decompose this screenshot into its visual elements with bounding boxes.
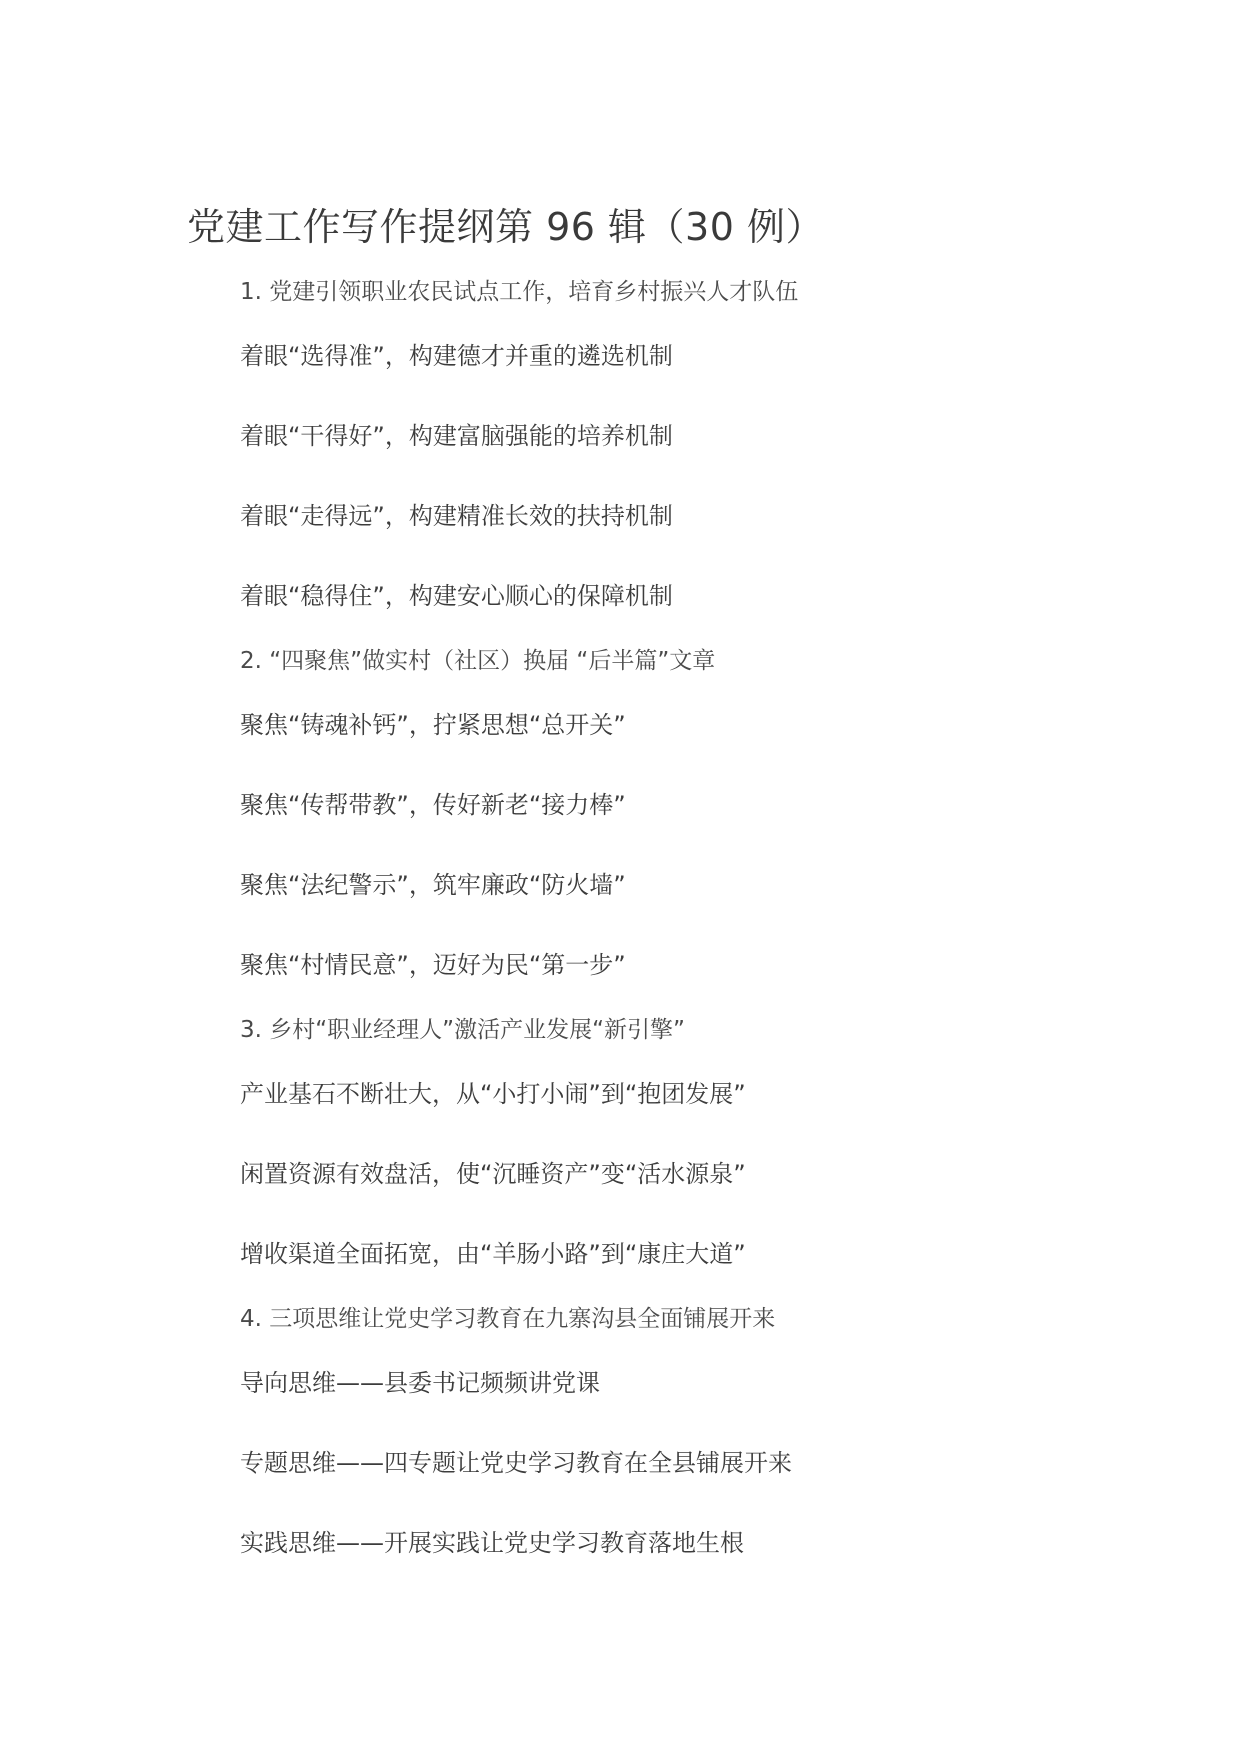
section-4-item-2: 专题思维——四专题让党史学习教育在全县铺展开来	[240, 1449, 792, 1477]
section-1-item-3: 着眼“走得远”，构建精准长效的扶持机制	[240, 502, 673, 530]
section-4-item-3: 实践思维——开展实践让党史学习教育落地生根	[240, 1529, 744, 1557]
section-heading-1: 1. 党建引领职业农民试点工作，培育乡村振兴人才队伍	[240, 279, 799, 305]
section-2-item-4: 聚焦“村情民意”，迈好为民“第一步”	[240, 951, 626, 979]
section-1-item-2: 着眼“干得好”，构建富脑强能的培养机制	[240, 422, 673, 450]
section-3-item-2: 闲置资源有效盘活，使“沉睡资产”变“活水源泉”	[240, 1160, 746, 1188]
section-1-item-4: 着眼“稳得住”，构建安心顺心的保障机制	[240, 582, 673, 610]
section-2-item-1: 聚焦“铸魂补钙”，拧紧思想“总开关”	[240, 711, 626, 739]
section-1-item-1: 着眼“选得准”，构建德才并重的遴选机制	[240, 342, 673, 370]
section-2-item-2: 聚焦“传帮带教”，传好新老“接力棒”	[240, 791, 626, 819]
section-4-item-1: 导向思维——县委书记频频讲党课	[240, 1369, 600, 1397]
section-2-item-3: 聚焦“法纪警示”，筑牢廉政“防火墙”	[240, 871, 626, 899]
section-heading-2: 2. “四聚焦”做实村（社区）换届 “后半篇”文章	[240, 648, 716, 674]
section-heading-3: 3. 乡村“职业经理人”激活产业发展“新引擎”	[240, 1017, 685, 1043]
section-heading-4: 4. 三项思维让党史学习教育在九寨沟县全面铺展开来	[240, 1306, 776, 1332]
page-title: 党建工作写作提纲第 96 辑（30 例）	[187, 205, 824, 249]
section-3-item-1: 产业基石不断壮大，从“小打小闹”到“抱团发展”	[240, 1080, 746, 1108]
section-3-item-3: 增收渠道全面拓宽，由“羊肠小路”到“康庄大道”	[240, 1240, 746, 1268]
